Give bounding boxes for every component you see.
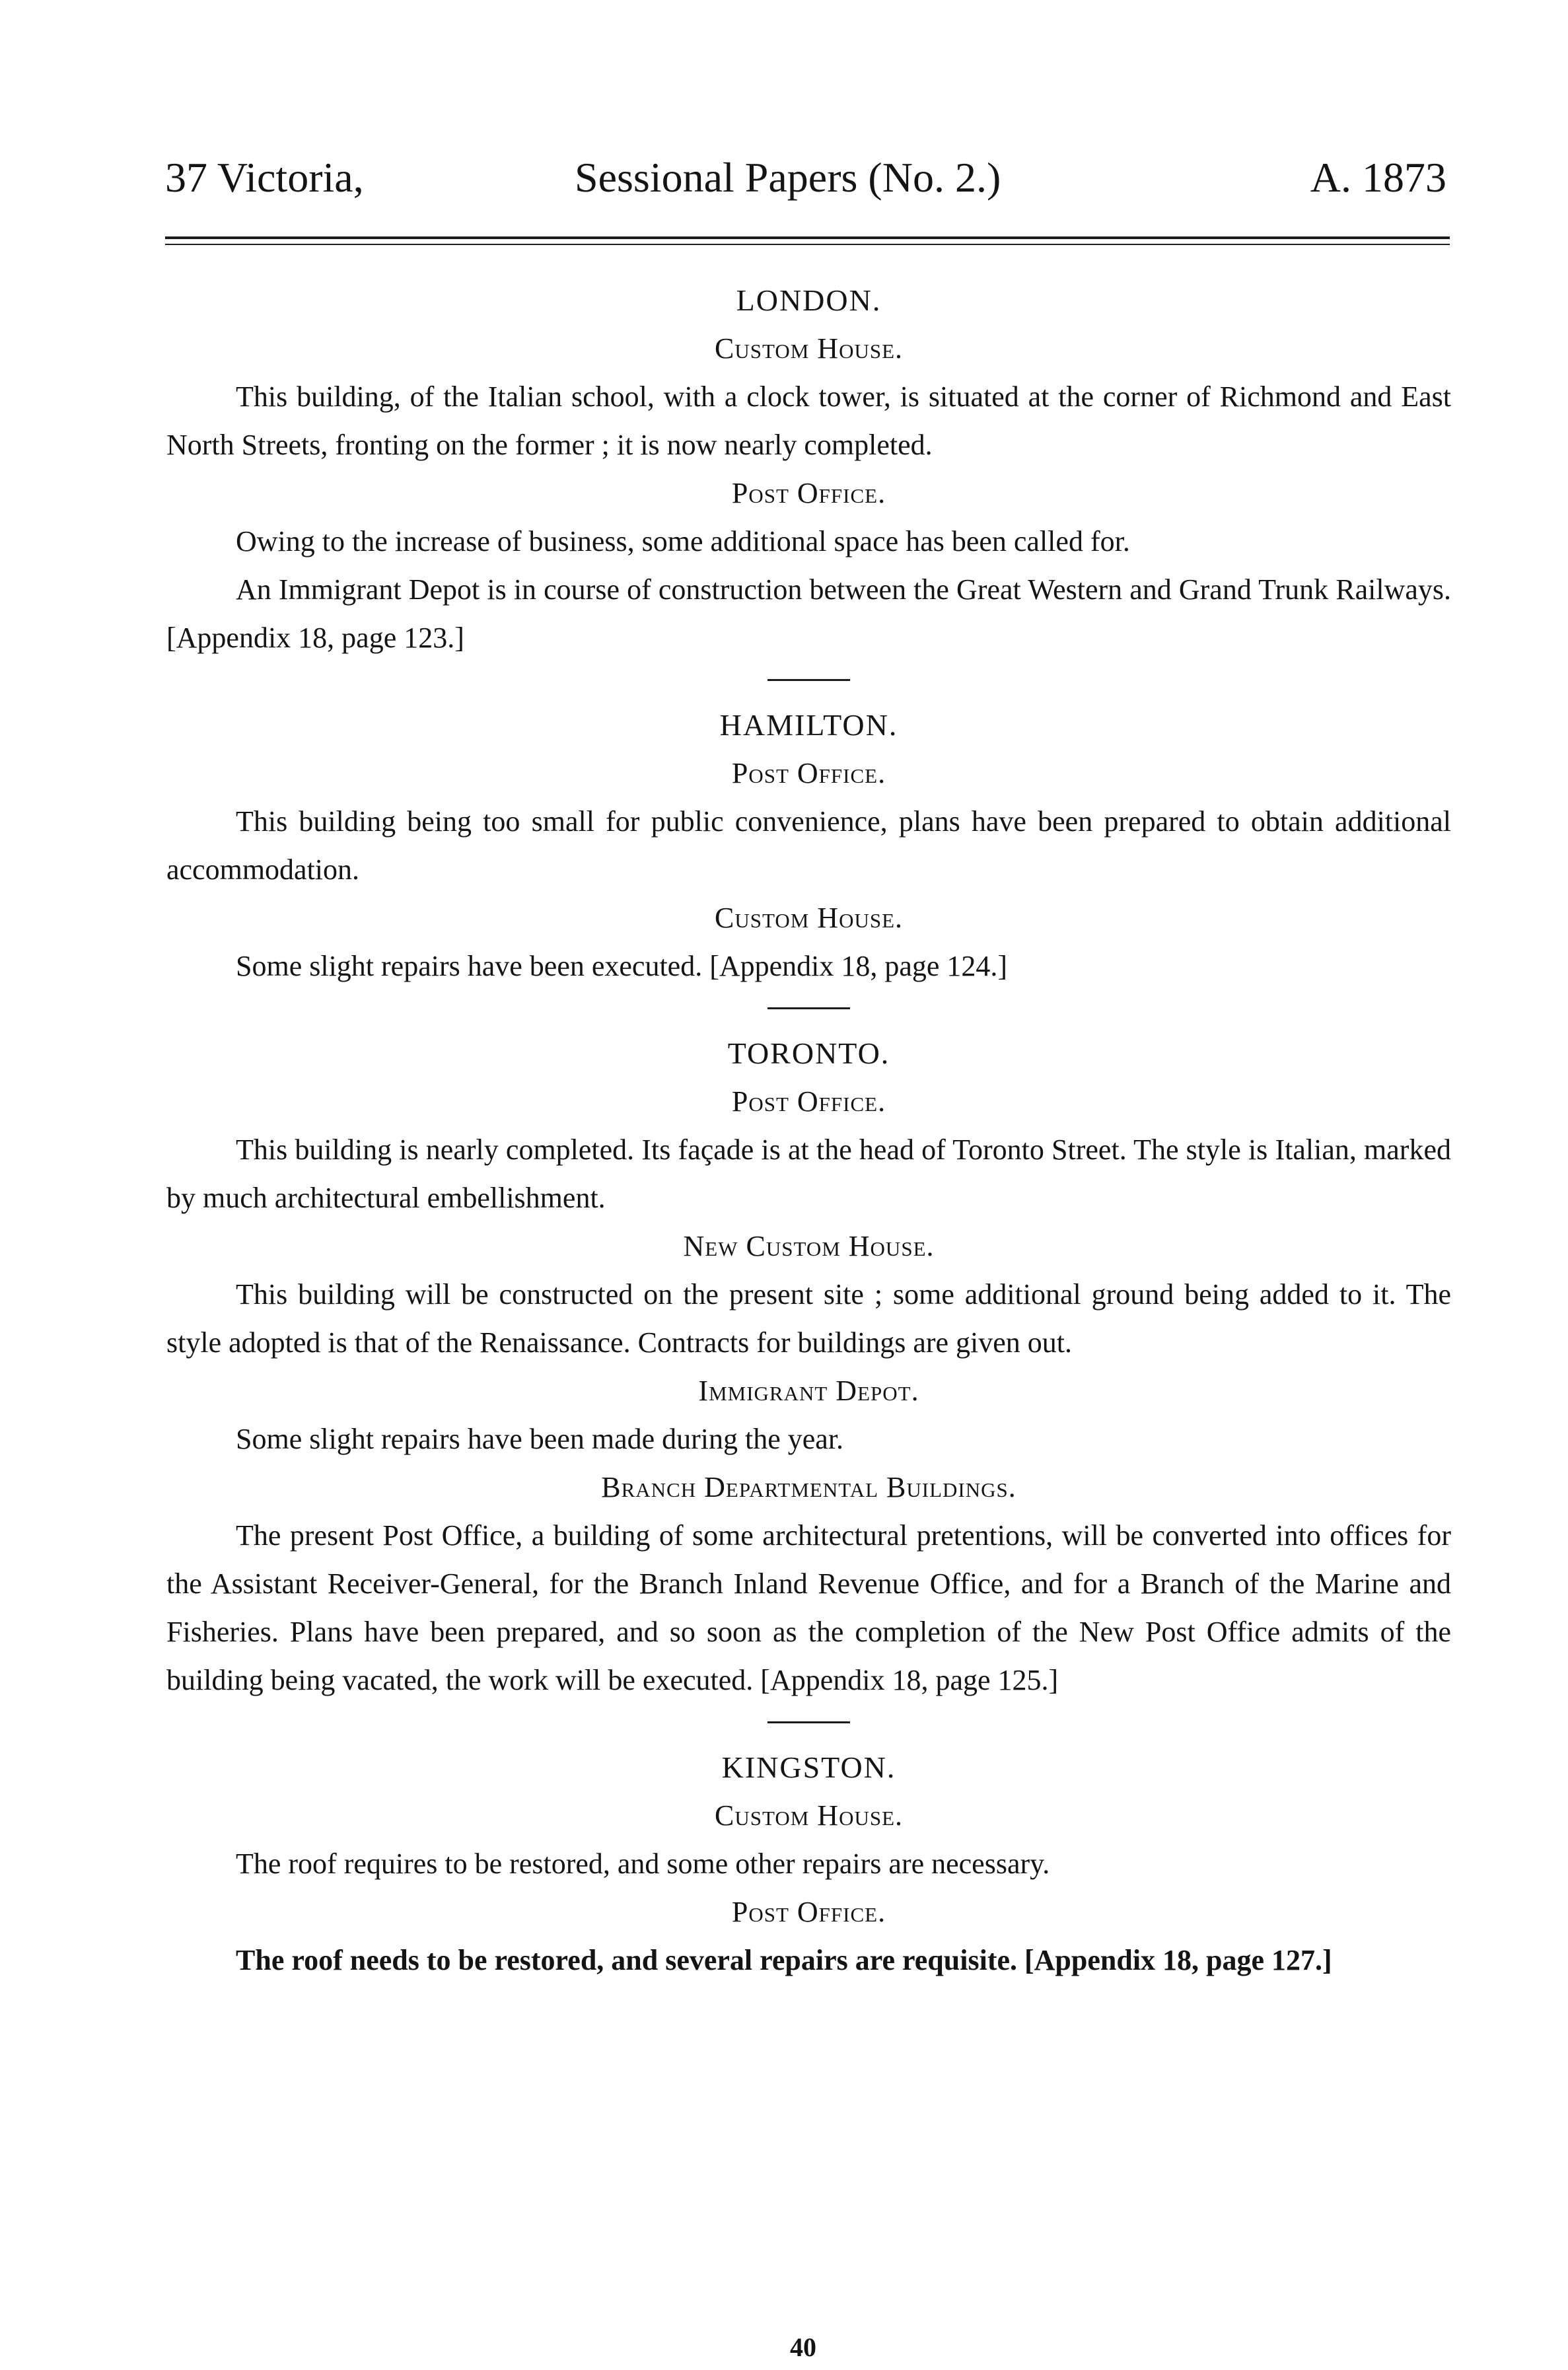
section-title-toronto: TORONTO. (727, 1036, 890, 1070)
header-volume: 37 Victoria, (165, 154, 364, 201)
subheading-london-post-office: Post Office. (731, 477, 886, 509)
subheading-toronto-immigrant-depot: Immigrant Depot. (698, 1375, 919, 1407)
paragraph-toronto-branch-buildings: The present Post Office, a building of some architectural pretentions, will be converted into offices for the Assistant Receiver-General, for the Branch Inland Revenue Office, and for a Branch of the Marine and Fisheries. Plans have been prepared, and so soon as the completion of the New Post Office admits of the building being vacated, the work will be executed. [Appendix 18, page 125.] (166, 1519, 1451, 1696)
paragraph-toronto-new-custom-house: This building will be constructed on the present site ; some additional ground being added to it. The style adopted is that of the Renaissance. Contracts for buildings are given out. (166, 1278, 1451, 1359)
running-header (165, 153, 1446, 206)
paragraph-london-custom-house: This building, of the Italian school, with a clock tower, is situated at the corner of Richmond and East North Streets, fronting on the former ; it is now nearly completed. (166, 380, 1451, 461)
subheading-hamilton-custom-house: Custom House. (714, 902, 904, 934)
section-divider (767, 1007, 850, 1009)
paragraph-toronto-post-office: This building is nearly completed. Its façade is at the head of Toronto Street. The style is Italian, marked by much architectural embellishment. (166, 1133, 1451, 1214)
paragraph-toronto-immigrant-depot: Some slight repairs have been made during the year. (236, 1423, 844, 1455)
header-year: A. 1873 (1310, 154, 1446, 201)
subheading-kingston-post-office: Post Office. (731, 1896, 886, 1928)
subheading-toronto-post-office: Post Office. (731, 1085, 886, 1118)
subheading-toronto-new-custom-house: New Custom House. (683, 1230, 935, 1262)
paragraph-kingston-post-office: The roof needs to be restored, and several repairs are requisite. [Appendix 18, page 127.] (236, 1944, 1332, 1976)
page-body (166, 276, 1451, 1984)
paragraph-london-post-office-2: An Immigrant Depot is in course of construction between the Great Western and Grand Trunk Railways. [Appendix 18, page 123.] (166, 573, 1451, 654)
page-number: 40 (790, 2332, 816, 2362)
paragraph-hamilton-custom-house: Some slight repairs have been executed. [Appendix 18, page 124.] (236, 950, 1008, 982)
section-divider (767, 1721, 850, 1723)
paragraph-hamilton-post-office: This building being too small for public convenience, plans have been prepared to obtain additional accommodation. (166, 805, 1451, 886)
section-divider (767, 679, 850, 681)
paragraph-kingston-custom-house: The roof requires to be restored, and some other repairs are necessary. (236, 1848, 1050, 1880)
subheading-london-custom-house: Custom House. (714, 332, 904, 365)
subheading-hamilton-post-office: Post Office. (731, 757, 886, 789)
subheading-toronto-branch-buildings: Branch Departmental Buildings. (601, 1471, 1016, 1503)
header-rule (165, 236, 1450, 245)
section-title-kingston: KINGSTON. (721, 1750, 896, 1784)
header-title: Sessional Papers (No. 2.) (575, 154, 1001, 201)
section-title-london: LONDON. (736, 283, 882, 317)
paragraph-london-post-office-1: Owing to the increase of business, some additional space has been called for. (236, 525, 1130, 557)
section-title-hamilton: HAMILTON. (719, 708, 898, 742)
subheading-kingston-custom-house: Custom House. (714, 1799, 904, 1832)
